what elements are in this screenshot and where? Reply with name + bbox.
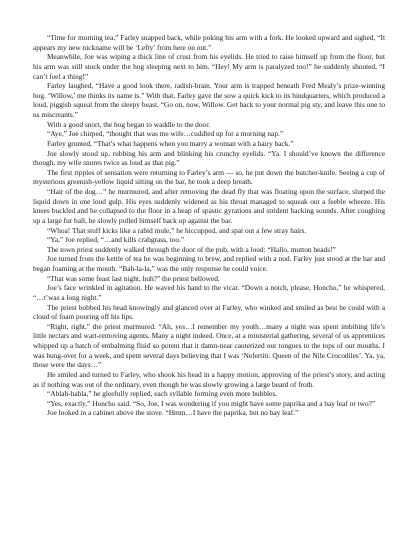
paragraph: Farley grunted, “That’s what happens when you marry a woman with a hairy back.” [47,138,294,148]
paragraph: “Ya,” Joe replied, “…and kills crabgrass, too.” [47,235,185,245]
paragraph: The town priest suddenly walked through the door of the pub, with a loud: “Hallo, mutton heads!” [47,244,336,254]
paragraph: The priest bobbed his head knowingly and glanced over at Farley, who winked and smiled as best he could with a cloud of foam pouring off his lips. [33,302,385,322]
paragraph: “Aye,” Joe chirped, “thought that was me wife…cuddled up for a morning nap.” [47,129,284,139]
paragraph: Joe’s face wrinkled in agitation. He waved his hand to the vicar. “Down a notch, please, Honcho,” he whispered, “…t’was a long night.” [33,283,385,302]
paragraph: With a good snort, the hog began to waddle to the door. [47,119,211,129]
paragraph: “That was some feast last night, huh?” the priest bellowed. [47,273,220,283]
paragraph: Joe looked in a cabinet above the stove. “Hmm…I have the paprika, but no bay leaf.” [47,408,299,418]
paragraph: “Ablah-habla,” he gleefully replied, each syllable forming even more bubbles. [47,389,278,399]
paragraph: He smiled and turned to Farley, who shook his head in a happy motion, approving of the priest’s story, and acting as if nothing was out of the ordinary, even though he was slowly growing a large beard of froth. [33,369,385,389]
document-body [33,33,385,418]
paragraph: “Yes, exactly,” Honcho said. “So, Joe, I was wondering if you might have some paprika and a bay leaf or two?” [47,398,376,408]
paragraph: “Hair of the dog…” he murmured, and after removing the dead fly that was floating upon the surface, slurped the liquid down in one loud gulp. His eyes suddenly widened as his throat managed to squeak out a feeble wheeze. His knees buckled and he collapsed to the floor in a heap of spastic gyrations and strident hacking sounds. After coughing up a large fur ball, he slowly pulled himself back up against the bar. [33,187,385,225]
paragraph: “Right, right,” the priest murmured. “Ah, yes…I remember my youth…many a night was spent imbibing life’s little nectars and wart-removing agents. Many a night indeed. Once, at a ministerial gathering, several of us apprentices whipped up a batch of embalming fluid so potent that it damn-near cauterized our tongues to the tops of our mouths. I was hung-over for a week, and spent several days believing that I was ‘Nefertiti: Queen of the Nile Crocodiles’. Ya, ya, those were the days…” [33,321,385,370]
paragraph: Joe slowly stood up, rubbing his arm and blinking his crunchy eyelids. “Ya. I should’ve known the difference though, my wife snores twice as loud as that pig.” [33,148,385,168]
paragraph: “Whoa! That stuff kicks like a rabid mule,” he hiccupped, and spat out a few stray hairs. [47,225,307,235]
paragraph: Farley laughed, “Have a good look there, radish-brain. Your arm is trapped beneath Fred Mealy’s prize-winning hog. ‘Willow,’ me thinks its name is.” With that, Farley gave the sow a quick kick to its hindquarters, which produced a loud, piggish squeal from the sleepy beast. “Go on, now, Willow. Get back to your normal pig sty, and leave this one to us miscreants.” [33,81,385,119]
paragraph: Joe turned from the kettle of tea he was beginning to brew, and replied with a nod. Farley just stood at the bar and began foaming at the mouth. “Bah-la-la,” was the only response he could voice. [33,254,385,273]
paragraph: The first ripples of sensation were returning to Farley’s arm — so, he put down the butcher-knife. Seeing a cup of mysterious greenish-yellow liquid sitting on the bar, he took a deep breath. [33,167,385,187]
paragraph: “Time for morning tea,” Farley snapped back, while poking his arm with a fork. He looked upward and sighed, “It appears my new nickname will be ‘Lefty’ from here on out.” [33,33,385,52]
paragraph: Meanwhile, Joe was wiping a thick line of crust from his eyelids. He tried to raise himself up from the floor, but his arm was still stuck under the hog sleeping next to him. “Hey! My arm is paralyzed too!” he suddenly shouted, “I can’t feel a thing!” [33,52,385,81]
